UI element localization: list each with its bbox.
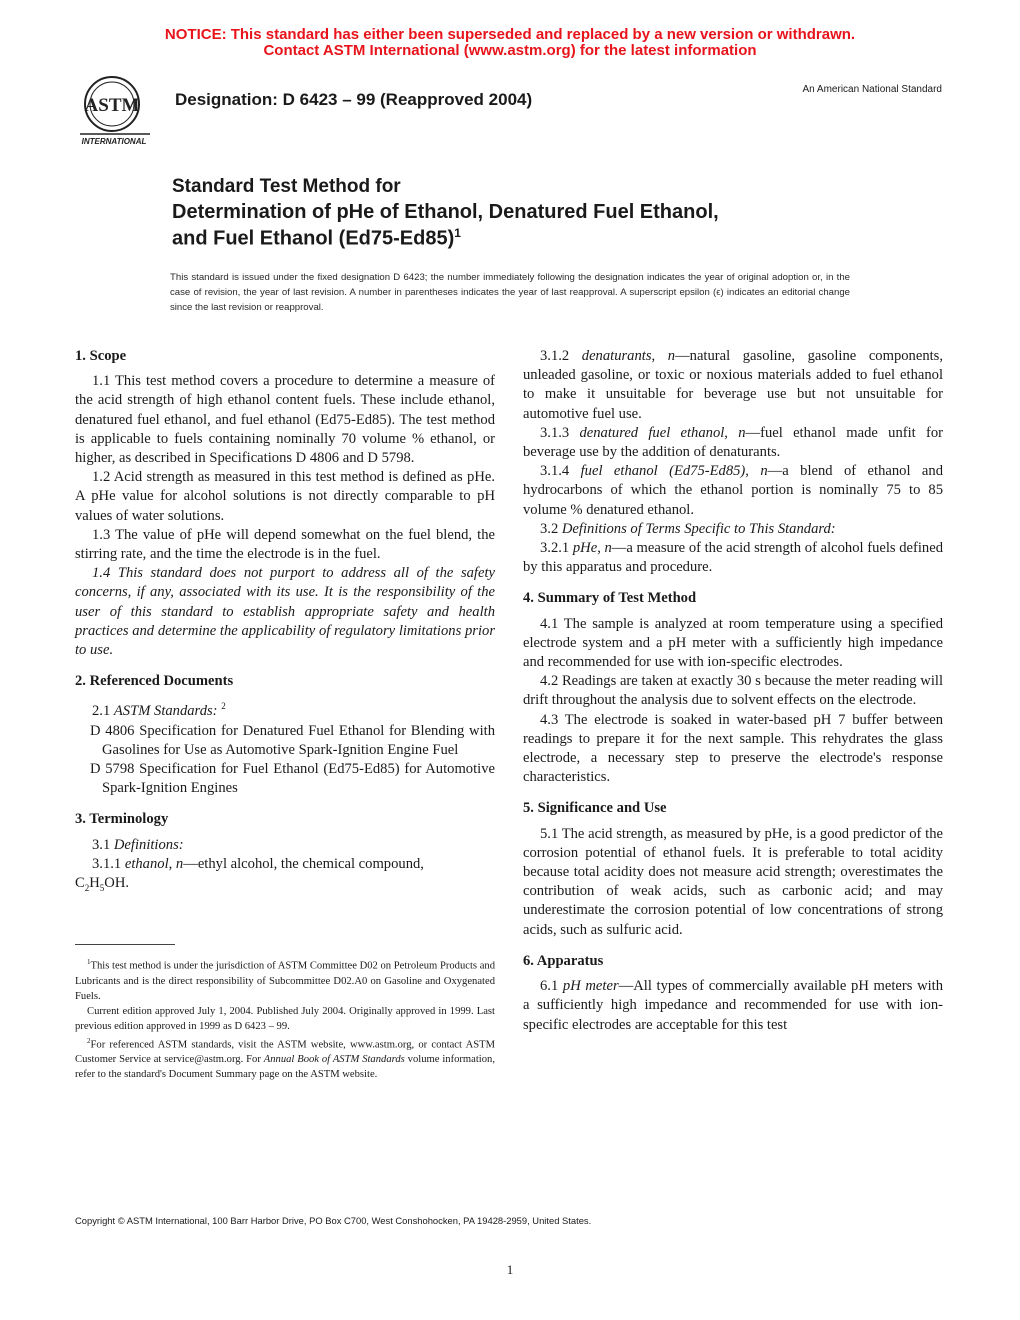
astm-international-logo: [72, 72, 164, 150]
section-6-heading: 6. Apparatus: [523, 952, 604, 969]
footnote-1: $^1$This test method is under the jurisdiction of ASTM Committee D02 on Petroleum Products and Lubricants and is the direct responsibility of Subcommittee D02.A0 on Gasoline and Oxygenated Fuels.: [75, 958, 495, 1002]
page-number: 1: [506, 1262, 514, 1277]
ethanol-formula: $C_2H_5OH$.: [75, 874, 130, 893]
para-3-1: 3.1 Definitions:: [92, 836, 184, 853]
para-5-1: 5.1 The acid strength, as measured by pHe, is a good predictor of the corrosion potential of ethanol fuels. It is preferable to total acidity because total acidity does not measure acid strength; overestimates the contribution of weak acids, such as carbonic acid; and may underestimate the corrosion potential of low concentrations of strong acids, such as sulfuric acid.: [523, 825, 943, 938]
title-line-3: and Fuel Ethanol $(Ed75-Ed85)^1$: [172, 226, 461, 250]
section-4-heading: 4. Summary of Test Method: [523, 590, 697, 607]
footnotes: [75, 955, 495, 1082]
para-2-1: 2.1 ASTM Standards: $^2$: [92, 701, 226, 720]
para-3-2-1: 3.2.1 pHe, n—a measure of the acid strength of alcohol fuels defined by this apparatus and procedure.: [523, 540, 943, 576]
title-line-2: Determination of pHe of Ethanol, Denatured Fuel Ethanol,: [172, 201, 719, 223]
para-3-1-2: 3.1.2 denaturants, n—natural gasoline, gasoline components, unleaded gasoline, or toxic or noxious materials added to fuel ethanol to make it unsuitable for beverage use but not unsuitable for automotive fuel use.: [523, 348, 943, 422]
para-4-3: 4.3 The electrode is soaked in water-based pH 7 buffer between readings to prepare it for the next sample. This rehydrates the glass electrode, a necessary step to preserve the electrode's response characteristics.: [523, 711, 943, 786]
title-line-1: Standard Test Method for: [172, 176, 401, 197]
para-6-1: 6.1 pH meter—All types of commercially available pH meters with a sufficiently high impedance and recommended for use with ion-specific electrodes are acceptable for this test: [523, 978, 944, 1033]
notice-line-1: NOTICE: This standard has either been superseded and replaced by a new version or withdrawn.: [164, 26, 856, 43]
notice-line-2: Contact ASTM International (www.astm.org) for the latest information: [263, 42, 757, 59]
designation: Designation: D 6423 – 99 (Reapproved 2004): [175, 90, 533, 109]
para-1-2: 1.2 Acid strength as measured in this test method is defined as pHe. A pHe value for alcohol solutions is not directly comparable to pH values of water solutions.: [75, 469, 495, 524]
para-3-1-4: 3.1.4 fuel ethanol (Ed75-Ed85), n—a blend of ethanol and hydrocarbons of which the ethanol portion is nominally 75 to 85 volume % denatured ethanol.: [523, 463, 943, 518]
section-3-heading: 3. Terminology: [75, 811, 169, 828]
para-1-3: 1.3 The value of pHe will depend somewhat on the fuel blend, the stirring rate, and the time the electrode is in the fuel.: [75, 526, 495, 563]
section-1-heading: 1. Scope: [75, 348, 127, 364]
copyright-line: Copyright © ASTM International, 100 Barr Harbor Drive, PO Box C700, West Conshohocken, PA 19428-2959, United States.: [75, 1215, 592, 1226]
para-3-1-3: 3.1.3 denatured fuel ethanol, n—fuel ethanol made unfit for beverage use by the addition of denaturants.: [523, 424, 944, 461]
para-3-2: 3.2 Definitions of Terms Specific to This Standard:: [540, 520, 836, 537]
logo-wordmark: ASTM: [84, 95, 140, 116]
astm-logo-icon: [72, 72, 164, 150]
para-4-1: 4.1 The sample is analyzed at room temperature using a specified electrode system and a pH meter with a sufficiently high impedance and recommended for use with ion-specific electrodes.: [523, 615, 943, 671]
footnote-2: $^2$For referenced ASTM standards, visit the ASTM website, www.astm.org, or contact ASTM Customer Service at service@astm.org. For Annual Book of ASTM Standards volume information, refer to the standard's Document Summary page on the ASTM website.: [75, 1036, 495, 1081]
footnote-1-edition: Current edition approved July 1, 2004. Published July 2004. Originally approved in 1999. Last previous edition approved in 1999 as D 6423 – 99.: [75, 1005, 495, 1032]
section-5-heading: 5. Significance and Use: [523, 800, 667, 817]
section-2-heading: 2. Referenced Documents: [75, 673, 234, 690]
ref-d5798: D 5798 Specification for Fuel Ethanol (Ed75-Ed85) for Automotive Spark-Ignition Engines: [90, 760, 495, 797]
left-column: [75, 343, 495, 898]
footnote-divider: [75, 944, 175, 945]
right-column: [523, 347, 943, 1035]
title-footnote-mark: 1: [454, 226, 461, 240]
para-1-1: 1.1 This test method covers a procedure to determine a measure of the acid strength of high ethanol content fuels. These include ethanol, denatured fuel ethanol, and fuel ethanol (Ed75-Ed85). The test method is applicable to fuels containing nominally 70 volume % ethanol, or higher, as described in Specifications D 4806 and D 5798.: [75, 373, 495, 467]
para-1-4: 1.4 This standard does not purport to address all of the safety concerns, if any, associated with its use. It is the responsibility of the user of this standard to establish appropriate safety and health practices and determine the applicability of regulatory limitations prior to use.: [75, 565, 495, 659]
para-3-1-1: 3.1.1 ethanol, n—ethyl alcohol, the chemical compound,: [92, 855, 424, 872]
logo-subtext: INTERNATIONAL: [81, 137, 147, 146]
issuance-note: This standard is issued under the fixed designation D 6423; the number immediately following the designation indicates the year of original adoption or, in the case of revision, the year of last revision. A number in parentheses indicates the year of last reapproval. A superscript epsilon (ϵ) indicates an editorial change since the last revision or reapproval.: [170, 272, 850, 313]
para-4-2: 4.2 Readings are taken at exactly 30 s because the meter reading will drift throughout the analysis due to solvent effects on the electrode.: [523, 673, 943, 709]
ref-d4806: D 4806 Specification for Denatured Fuel Ethanol for Blending with Gasolines for Use as Automotive Spark-Ignition Engine Fuel: [90, 722, 495, 758]
american-national-standard: An American National Standard: [802, 84, 942, 95]
